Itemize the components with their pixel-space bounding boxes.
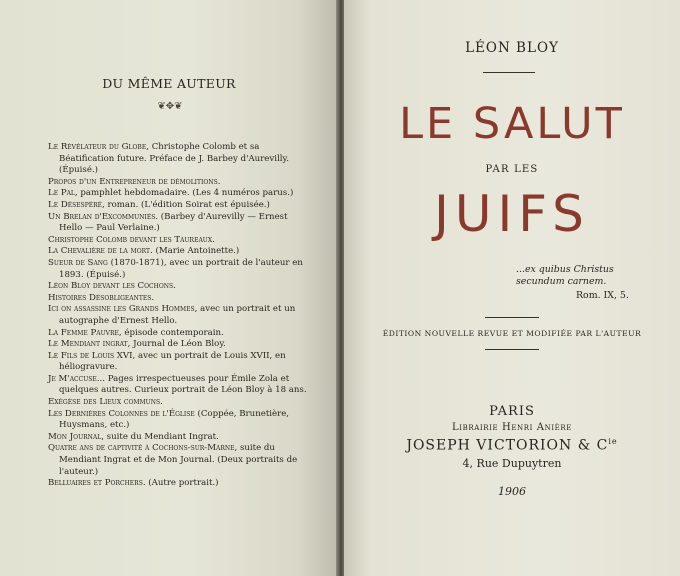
publisher-name: JOSEPH VICTORION & C: [406, 437, 609, 454]
epigraph-line-1: ...ex quibus Christus: [516, 264, 614, 275]
work-description: (Barbey d'Aurevilly — Ernest Hello — Paul Verlaine.): [59, 211, 288, 234]
publisher-suffix: ie: [608, 437, 618, 446]
author-rule: [483, 72, 535, 73]
work-title: Les Dernières Colonnes de l'Église: [48, 408, 195, 419]
work-title: Sueur de Sang: [48, 257, 108, 268]
work-entry: [48, 478, 310, 490]
work-entry: [48, 443, 310, 478]
ornament-fleuron-icon: ❦✥❦: [157, 101, 183, 112]
work-entry: [48, 351, 310, 374]
right-page: [344, 0, 680, 576]
work-title: Exégèse des Lieux communs.: [48, 397, 163, 408]
work-description: suite du Mendiant Ingrat.: [106, 431, 219, 442]
work-title: Le Pal,: [48, 188, 78, 199]
epigraph-line-2: secundum carnem.: [516, 275, 607, 287]
title-line-3: JUIFS: [434, 185, 590, 243]
epigraph-reference: Rom. IX, 5.: [576, 290, 629, 301]
work-entry: [48, 177, 310, 189]
work-description: Christophe Colomb et sa Béatification future. Préface de J. Barbey d'Aurevilly. (Épuisé.): [59, 142, 289, 176]
edition-rule-bottom: [485, 349, 539, 350]
work-title: Belluaires et Porchers.: [48, 478, 146, 489]
works-list: [48, 142, 310, 490]
work-entry: [48, 246, 310, 258]
work-title: Histoires Désobligeantes.: [48, 292, 155, 303]
work-title: Le Désespéré,: [48, 199, 105, 210]
work-description: épisode contemporain.: [124, 327, 224, 338]
work-title: Léon Bloy devant les Cochons.: [48, 281, 176, 292]
work-entry: [48, 328, 310, 340]
edition-note: ÉDITION NOUVELLE REVUE ET MODIFIÉE PAR L'AUTEUR: [382, 329, 642, 338]
work-entry: [48, 339, 310, 351]
work-description: roman. (L'édition Soirat est épuisée.): [107, 199, 270, 210]
work-entry: [48, 304, 310, 327]
work-entry: [48, 432, 310, 444]
work-title: Propos d'un Entrepreneur de démolitions.: [48, 176, 221, 187]
work-entry: [48, 235, 310, 247]
work-description: suite du Mendiant Ingrat et de Mon Journal. (Deux portraits de l'auteur.): [59, 443, 298, 477]
left-page: [0, 0, 338, 576]
publisher-address: 4, Rue Dupuytren: [462, 457, 562, 470]
work-description: (Autre portrait.): [148, 478, 219, 489]
work-title: Ici on assassine les Grands Hommes,: [48, 304, 198, 315]
left-page-heading: DU MÊME AUTEUR: [102, 76, 236, 91]
epigraph: [516, 264, 666, 287]
work-entry: [48, 212, 310, 235]
work-description: (Coppée, Brunetière, Huysmans, etc.): [59, 408, 290, 431]
work-title: Mon Journal,: [48, 431, 104, 442]
work-title: Christophe Colomb devant les Taureaux.: [48, 234, 215, 245]
work-description: pamphlet hebdomadaire. (Les 4 numéros parus.): [80, 188, 294, 199]
work-entry: [48, 142, 310, 177]
publication-city: PARIS: [489, 404, 535, 419]
work-title: La Femme Pauvre,: [48, 327, 122, 338]
publisher: [344, 437, 680, 454]
author-name: LÉON BLOY: [465, 40, 559, 56]
work-description: (Marie Antoinette.): [155, 246, 240, 257]
work-title: Le Fils de Louis XVI,: [48, 350, 136, 361]
work-title: Le Mendiant ingrat,: [48, 339, 131, 350]
work-description: Pages irrespectueuses pour Émile Zola et quelques autres. Curieux portrait de Léon Bloy à 18 ans.: [59, 373, 307, 396]
title-line-2: PAR LES: [485, 164, 539, 175]
work-title: La Chevalière de la mort.: [48, 246, 153, 257]
work-description: (1870-1871), avec un portrait de l'auteur en 1893. (Épuisé.): [59, 257, 303, 280]
work-description: avec un portrait et un autographe d'Ernest Hello.: [59, 304, 296, 326]
work-title: Un Brelan d'Excommuniés.: [48, 211, 159, 222]
work-entry: [48, 281, 310, 293]
work-entry: [48, 258, 310, 281]
work-description: Journal de Léon Bloy.: [133, 339, 226, 350]
edition-rule-top: [485, 317, 539, 318]
work-title: Quatre ans de captivité à Cochons-sur-Marne,: [48, 443, 238, 454]
work-title: Je M'accuse...: [48, 373, 105, 384]
publication-year: 1906: [498, 485, 526, 498]
work-entry: [48, 409, 310, 432]
work-description: avec un portrait de Louis XVII, en héliogravure.: [59, 350, 286, 373]
work-entry: [48, 188, 310, 200]
title-line-1: LE SALUT: [399, 99, 625, 149]
work-title: Le Révélateur du Globe,: [48, 142, 149, 152]
work-entry: [48, 200, 310, 212]
work-entry: [48, 293, 310, 305]
work-entry: [48, 397, 310, 409]
work-entry: [48, 374, 310, 397]
bookseller: Librairie Henri Anière: [452, 422, 572, 433]
